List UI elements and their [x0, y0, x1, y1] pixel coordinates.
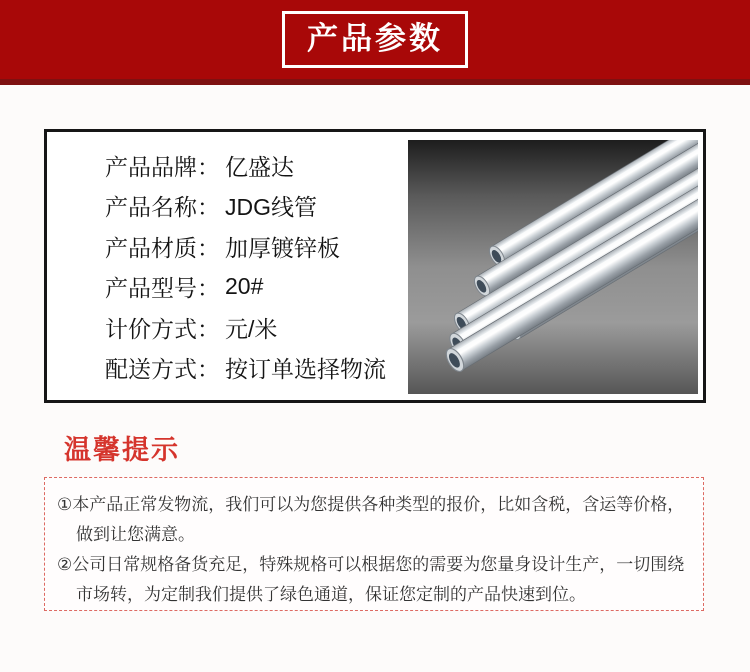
page-title: 产品参数 — [282, 11, 468, 67]
spec-label: 计价方式： — [105, 315, 220, 342]
spec-list — [105, 145, 386, 388]
spec-row — [105, 307, 386, 348]
spec-label: 产品品牌： — [105, 153, 220, 180]
tips-title: 温馨提示 — [64, 435, 180, 465]
tips-panel — [44, 477, 704, 611]
product-spec-panel — [44, 129, 706, 403]
spec-label: 产品材质： — [105, 234, 220, 261]
spec-label: 配送方式： — [105, 356, 220, 383]
spec-row — [105, 226, 386, 267]
spec-value: 元/米 — [225, 315, 278, 342]
spec-row — [105, 348, 386, 389]
spec-label: 产品型号： — [105, 275, 220, 302]
tip-item: ①本产品正常发物流，我们可以为您提供各种类型的报价，比如含税，含运等价格，做到让您满意。 — [57, 495, 685, 544]
spec-value: 20# — [225, 273, 264, 300]
spec-value: 按订单选择物流 — [225, 356, 386, 383]
spec-row — [105, 145, 386, 186]
tip-item: ②公司日常规格备货充足，特殊规格可以根据您的需要为您量身设计生产，一切围绕市场转，为定制我们提供了绿色通道，保证您定制的产品快速到位。 — [57, 555, 685, 604]
spec-label: 产品名称： — [105, 194, 220, 221]
spec-value: 加厚镀锌板 — [225, 234, 340, 261]
section-header-banner — [0, 0, 750, 85]
spec-value: 亿盛达 — [225, 153, 294, 180]
spec-row — [105, 186, 386, 227]
product-image — [408, 140, 698, 394]
spec-value: JDG线管 — [225, 194, 317, 221]
spec-row — [105, 267, 386, 308]
